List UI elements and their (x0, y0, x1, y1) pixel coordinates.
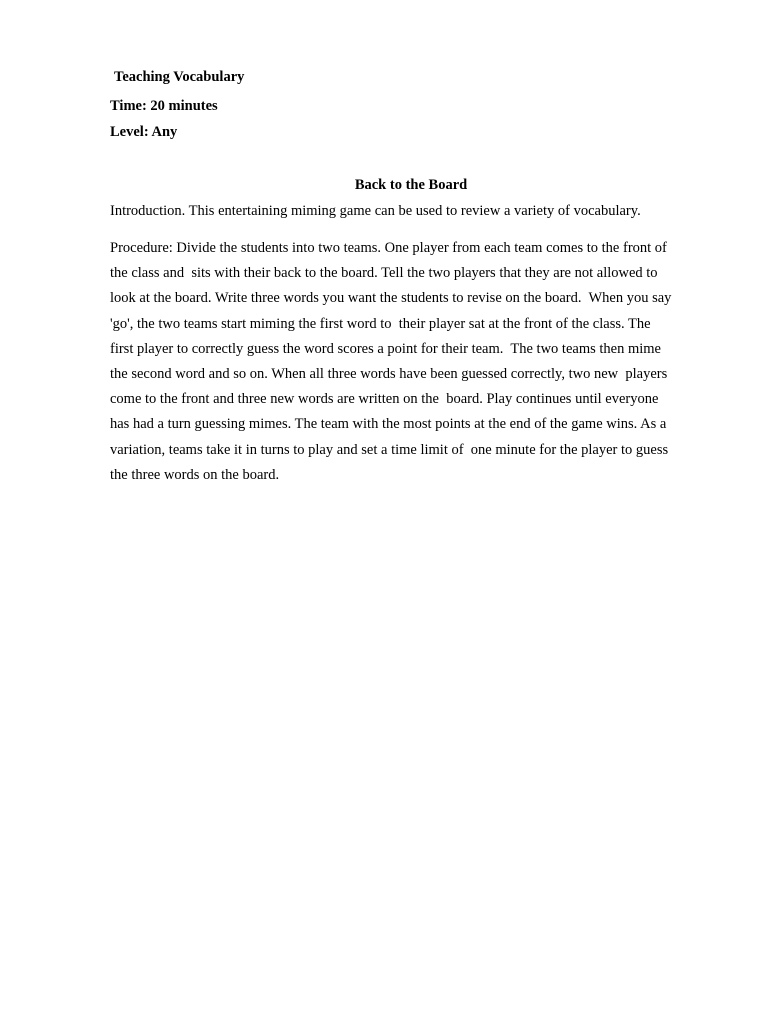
level-label: Level: Any (110, 124, 178, 140)
procedure-line: has had a turn guessing mimes. The team with the most points at the end of the game wins. As a (110, 416, 667, 433)
procedure-line: 'go', the two teams start miming the first word to their player sat at the front of the class. The (110, 315, 651, 332)
procedure-line: the second word and so on. When all three words have been guessed correctly, two new players (110, 366, 668, 383)
procedure-line: Procedure: Divide the students into two teams. One player from each team comes to the front of (110, 240, 667, 256)
procedure-line: variation, teams take it in turns to play and set a time limit of one minute for the player to guess (110, 441, 669, 458)
procedure-line: come to the front and three new words are written on the board. Play continues until everyone (110, 391, 659, 408)
procedure-line: the class and sits with their back to the board. Tell the two players that they are not allowed to (110, 265, 658, 282)
procedure-line: first player to correctly guess the word scores a point for their team. The two teams then mime (110, 340, 661, 357)
document-title: Teaching Vocabulary (114, 69, 245, 85)
activity-title: Back to the Board (354, 177, 468, 193)
procedure-line: the three words on the board. (110, 466, 280, 483)
introduction-paragraph: Introduction. This entertaining miming game can be used to review a variety of vocabulary. (110, 203, 641, 219)
time-label: Time: 20 minutes (110, 98, 218, 114)
procedure-line: look at the board. Write three words you want the students to revise on the board. When you say (110, 290, 672, 307)
procedure-paragraph (110, 236, 712, 488)
